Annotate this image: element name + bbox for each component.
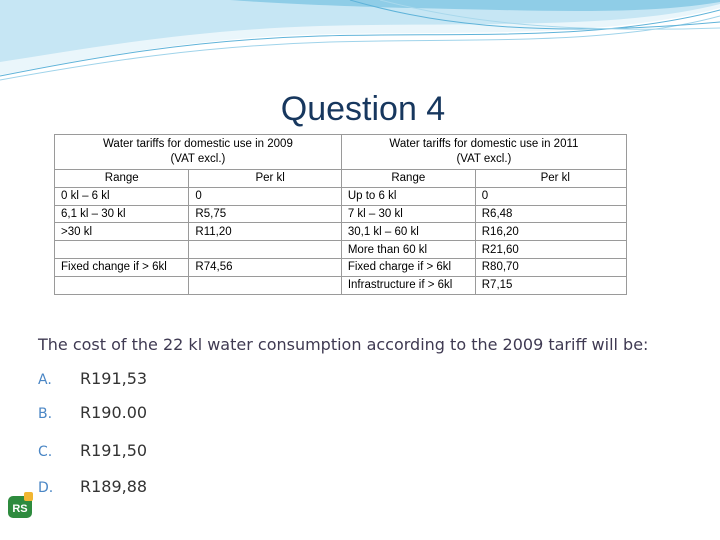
- col-per-kl-2009: Per kl: [189, 170, 341, 188]
- range-2011: 7 kl – 30 kl: [341, 205, 475, 223]
- option-value: R190.00: [80, 403, 148, 422]
- rate-2011: R7,15: [475, 276, 626, 294]
- option-letter: B.: [38, 406, 53, 422]
- table-row: [55, 241, 627, 259]
- range-2011: More than 60 kl: [341, 241, 475, 259]
- option-d[interactable]: [38, 477, 147, 496]
- range-2009: 6,1 kl – 30 kl: [55, 205, 189, 223]
- rate-2009: [189, 276, 341, 294]
- range-2011: Up to 6 kl: [341, 187, 475, 205]
- table-row: [55, 223, 627, 241]
- rate-2009: R74,56: [189, 258, 341, 276]
- table-row: [55, 187, 627, 205]
- rate-2009: R5,75: [189, 205, 341, 223]
- table-header-row: [55, 135, 627, 170]
- range-2011: Fixed charge if > 6kl: [341, 258, 475, 276]
- column-header-row: [55, 170, 627, 188]
- svg-text:RS: RS: [12, 503, 28, 515]
- header-2009: Water tariffs for domestic use in 2009 (VAT excl.): [55, 135, 342, 170]
- header-wave-decoration: [0, 0, 720, 90]
- option-letter: D.: [38, 480, 54, 496]
- option-value: R189,88: [80, 477, 148, 496]
- option-c[interactable]: [38, 441, 147, 460]
- rate-2009: R11,20: [189, 223, 341, 241]
- range-2011: 30,1 kl – 60 kl: [341, 223, 475, 241]
- rate-2009: 0: [189, 187, 341, 205]
- option-b[interactable]: [38, 403, 147, 422]
- col-range-2009: Range: [55, 170, 189, 188]
- table-row: [55, 276, 627, 294]
- table-row: [55, 205, 627, 223]
- rs-logo-icon: [6, 490, 36, 520]
- tariff-table: [54, 134, 627, 295]
- table-row: [55, 258, 627, 276]
- slide-title: Question 4: [280, 90, 446, 128]
- rate-2009: [189, 241, 341, 259]
- col-range-2011: Range: [341, 170, 475, 188]
- rate-2011: 0: [475, 187, 626, 205]
- header-2011: Water tariffs for domestic use in 2011 (VAT excl.): [341, 135, 626, 170]
- option-value: R191,53: [80, 369, 148, 388]
- range-2011: Infrastructure if > 6kl: [341, 276, 475, 294]
- rate-2011: R16,20: [475, 223, 626, 241]
- question-text: The cost of the 22 kl water consumption according to the 2009 tariff will be:: [38, 335, 649, 354]
- option-a[interactable]: [38, 369, 147, 388]
- range-2009: [55, 241, 189, 259]
- range-2009: [55, 276, 189, 294]
- option-letter: A.: [38, 372, 52, 388]
- rate-2011: R80,70: [475, 258, 626, 276]
- col-per-kl-2011: Per kl: [475, 170, 626, 188]
- rate-2011: R6,48: [475, 205, 626, 223]
- option-letter: C.: [38, 444, 53, 460]
- range-2009: 0 kl – 6 kl: [55, 187, 189, 205]
- range-2009: Fixed change if > 6kl: [55, 258, 189, 276]
- rate-2011: R21,60: [475, 241, 626, 259]
- range-2009: >30 kl: [55, 223, 189, 241]
- option-value: R191,50: [80, 441, 148, 460]
